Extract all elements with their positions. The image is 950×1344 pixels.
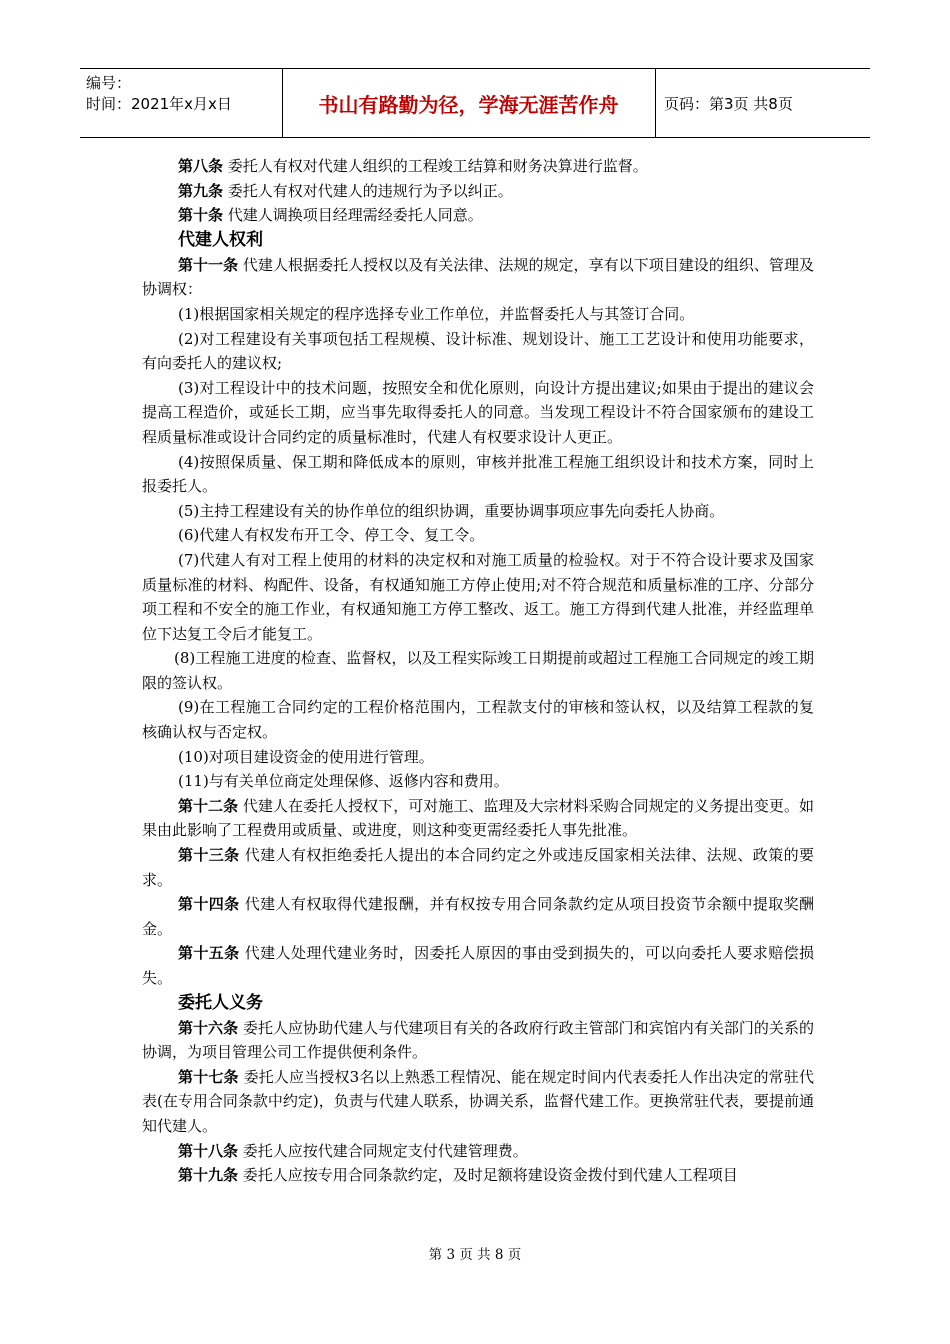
article-number: 第十六条 <box>178 1018 239 1037</box>
paragraph-text: (7)代建人有对工程上使用的材料的决定权和对施工质量的检验权。对于不符合设计要求及国家质量标准的材料、构配件、设备，有权通知施工方停止使用;对不符合规范和质量标准的工序、分部分项工程和不安全的施工作业，有权通知施工方停工整改、返工。施工方得到代建人批准，并经监理单位下达复工令后才能复工。 <box>142 550 814 643</box>
paragraph-text: 代建人处理代建业务时，因委托人原因的事由受到损失的，可以向委托人要求赔偿损失。 <box>142 944 814 987</box>
paragraph-text: 代建人调换项目经理需经委托人同意。 <box>223 206 483 225</box>
article-number: 第十五条 <box>178 944 240 963</box>
section-heading: 代建人权利 <box>178 229 263 250</box>
paragraph-text: 代建人有权拒绝委托人提出的本合同约定之外或违反国家相关法律、法规、政策的要求。 <box>142 846 814 889</box>
paragraph-text: 委托人应当授权3名以上熟悉工程情况、能在规定时间内代表委托人作出决定的常驻代表(在专用合同条款中约定)，负责与代建人联系，协调关系，监督代建工作。更换常驻代表，要提前通知代建人。 <box>142 1067 814 1135</box>
header-motto: 书山有路勤为径，学海无涯苦作舟 <box>318 92 619 117</box>
paragraph-text: 代建人在委托人授权下，可对施工、监理及大宗材料采购合同规定的义务提出变更。如果由此影响了工程费用或质量、或进度，则这种变更需经委托人事先批准。 <box>142 796 814 840</box>
article-number: 第十七条 <box>178 1067 239 1086</box>
article-paragraph <box>142 203 814 228</box>
list-item <box>142 646 814 695</box>
article-paragraph <box>142 179 814 204</box>
header-meta <box>86 73 232 115</box>
article-paragraph <box>142 1139 814 1164</box>
paragraph-text: 委托人应按专用合同条款约定，及时足额将建设资金拨付到代建人工程项目 <box>238 1166 738 1185</box>
article-number: 第八条 <box>178 157 224 175</box>
list-item <box>142 548 814 646</box>
article-number: 第十四条 <box>178 895 240 914</box>
paragraph-text: 委托人应协助代建人与代建项目有关的各政府行政主管部门和宾馆内有关部门的关系的协调，为项目管理公司工作提供便利条件。 <box>142 1018 814 1062</box>
paragraph-text: (10)对项目建设资金的使用进行管理。 <box>178 747 434 766</box>
list-item <box>142 769 814 794</box>
paragraph-text: (5)主持工程建设有关的协作单位的组织协调，重要协调事项应事先向委托人协商。 <box>178 501 725 520</box>
article-paragraph <box>142 253 814 302</box>
paragraph-text: 委托人有权对代建人的违规行为予以纠正。 <box>223 181 513 200</box>
header-time: 时间：2021年x月x日 <box>86 95 232 113</box>
article-paragraph <box>142 794 814 843</box>
article-number: 第十二条 <box>178 796 239 815</box>
page-header <box>80 68 870 138</box>
paragraph-text: (1)根据国家相关规定的程序选择专业工作单位，并监督委托人与其签订合同。 <box>178 304 695 323</box>
article-number: 第十一条 <box>178 255 239 274</box>
document-body <box>142 154 814 1188</box>
header-divider <box>655 69 656 137</box>
article-paragraph <box>142 1065 814 1139</box>
paragraph-text: 代建人有权取得代建报酬，并有权按专用合同条款约定从项目投资节余额中提取奖酬金。 <box>142 895 814 938</box>
article-paragraph <box>142 843 814 892</box>
article-number: 第九条 <box>178 181 224 200</box>
article-paragraph <box>142 1163 814 1188</box>
paragraph-text: 代建人根据委托人授权以及有关法律、法规的规定，享有以下项目建设的组织、管理及协调权： <box>142 255 814 299</box>
header-page-number: 页码：第3页 共8页 <box>664 94 793 113</box>
paragraph-text: (2)对工程建设有关事项包括工程规模、设计标准、规划设计、施工工艺设计和使用功能要求，有向委托人的建议权; <box>142 329 814 373</box>
article-paragraph <box>142 892 814 941</box>
paragraph-text: (9)在工程施工合同约定的工程价格范围内，工程款支付的审核和签认权，以及结算工程款的复核确认权与否定权。 <box>142 698 814 742</box>
paragraph-text: (6)代建人有权发布开工令、停工令、复工令。 <box>178 526 485 545</box>
header-number: 编号： <box>86 74 132 92</box>
list-item <box>142 450 814 499</box>
paragraph-text: (4)按照保质量、保工期和降低成本的原则，审核并批准工程施工组织设计和技术方案，同时上报委托人。 <box>142 452 814 496</box>
article-paragraph <box>142 1016 814 1065</box>
paragraph-text: 委托人有权对代建人组织的工程竣工结算和财务决算进行监督。 <box>223 157 648 175</box>
article-number: 第十条 <box>178 206 224 225</box>
list-item <box>142 745 814 770</box>
list-item <box>142 302 814 327</box>
list-item <box>142 499 814 524</box>
list-item <box>142 327 814 376</box>
list-item <box>142 695 814 744</box>
article-number: 第十三条 <box>178 846 240 865</box>
article-paragraph <box>142 154 814 179</box>
article-paragraph <box>142 941 814 990</box>
article-number: 第十九条 <box>178 1166 239 1185</box>
paragraph-text: (8)工程施工进度的检查、监督权，以及工程实际竣工日期提前或超过工程施工合同规定的竣工期限的签认权。 <box>142 649 814 692</box>
section-heading: 委托人义务 <box>178 992 263 1013</box>
paragraph-text: (3)对工程设计中的技术问题，按照安全和优化原则，向设计方提出建议;如果由于提出的建议会提高工程造价，或延长工期，应当事先取得委托人的同意。当发现工程设计不符合国家颁布的建设工程质量标准或设计合同约定的质量标准时，代建人有权要求设计人更正。 <box>142 378 814 446</box>
page-footer: 第 3 页 共 8 页 <box>428 1247 522 1263</box>
paragraph-text: 委托人应按代建合同规定支付代建管理费。 <box>238 1141 528 1160</box>
list-item <box>142 523 814 548</box>
list-item <box>142 376 814 450</box>
article-number: 第十八条 <box>178 1141 239 1160</box>
paragraph-text: (11)与有关单位商定处理保修、返修内容和费用。 <box>178 772 509 791</box>
